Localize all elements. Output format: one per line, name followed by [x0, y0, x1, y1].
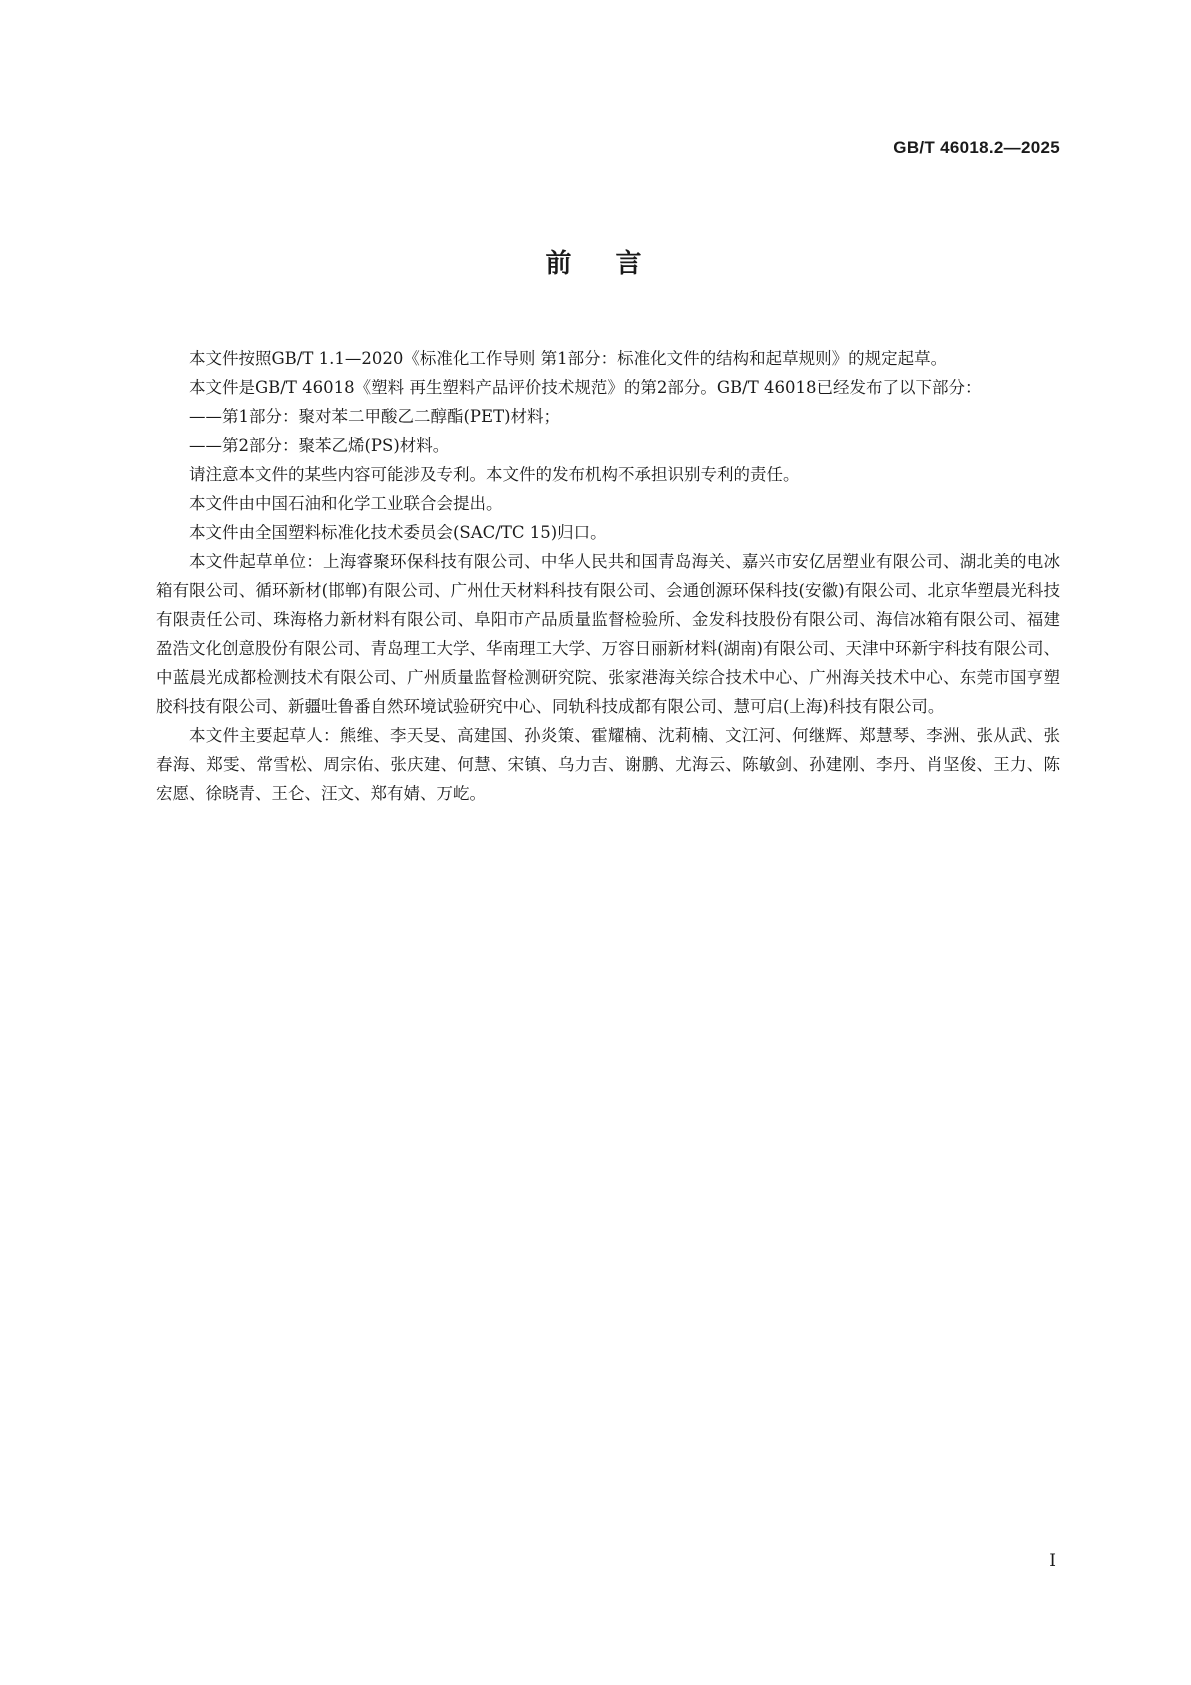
paragraph-patent-notice: 请注意本文件的某些内容可能涉及专利。本文件的发布机构不承担识别专利的责任。 — [189, 465, 800, 484]
paragraph-drafting-units: 本文件起草单位：上海睿聚环保科技有限公司、中华人民共和国青岛海关、嘉兴市安亿居塑业有限公司、湖北美的电冰箱有限公司、循环新材(邯郸)有限公司、广州仕天材料科技有限公司、会通创源环保科技(安徽)有限公司、北京华塑晨光科技有限责任公司、珠海格力新材料有限公司、阜阳市产品质量监督检验所、金发科技股份有限公司、海信冰箱有限公司、福建盈浩文化创意股份有限公司、青岛理工大学、华南理工大学、万容日丽新材料(湖南)有限公司、天津中环新宇科技有限公司、中蓝晨光成都检测技术有限公司、广州质量监督检测研究院、张家港海关综合技术中心、广州海关技术中心、东莞市国亨塑胶科技有限公司、新疆吐鲁番自然环境试验研究中心、同轨科技成都有限公司、慧可启(上海)科技有限公司。 — [156, 552, 1060, 716]
list-item-part-2: ——第2部分：聚苯乙烯(PS)材料。 — [189, 436, 450, 455]
document-code: GB/T 46018.2—2025 — [893, 138, 1060, 157]
list-item-part-1: ——第1部分：聚对苯二甲酸乙二醇酯(PET)材料； — [189, 407, 561, 426]
page-title: 前言 — [545, 249, 686, 279]
paragraph-series-parts: 本文件是GB/T 46018《塑料 再生塑料产品评价技术规范》的第2部分。GB/T 46018已经发布了以下部分： — [189, 378, 982, 397]
foreword-body — [156, 344, 1060, 808]
paragraph-main-drafters: 本文件主要起草人：熊维、李天旻、高建国、孙炎策、霍耀楠、沈莉楠、文江河、何继辉、郑慧琴、李洲、张从武、张春海、郑雯、常雪松、周宗佑、张庆建、何慧、宋镇、乌力吉、谢鹏、尤海云、陈敏剑、孙建刚、李丹、肖坚俊、王力、陈宏愿、徐晓青、王仑、汪文、郑有婧、万屹。 — [156, 726, 1060, 803]
paragraph-proposed-by: 本文件由中国石油和化学工业联合会提出。 — [189, 494, 503, 513]
page-number: I — [1049, 1551, 1056, 1571]
paragraph-drafting-rules: 本文件按照GB/T 1.1—2020《标准化工作导则 第1部分：标准化文件的结构和起草规则》的规定起草。 — [189, 349, 948, 368]
paragraph-under-jurisdiction: 本文件由全国塑料标准化技术委员会(SAC/TC 15)归口。 — [189, 523, 607, 542]
